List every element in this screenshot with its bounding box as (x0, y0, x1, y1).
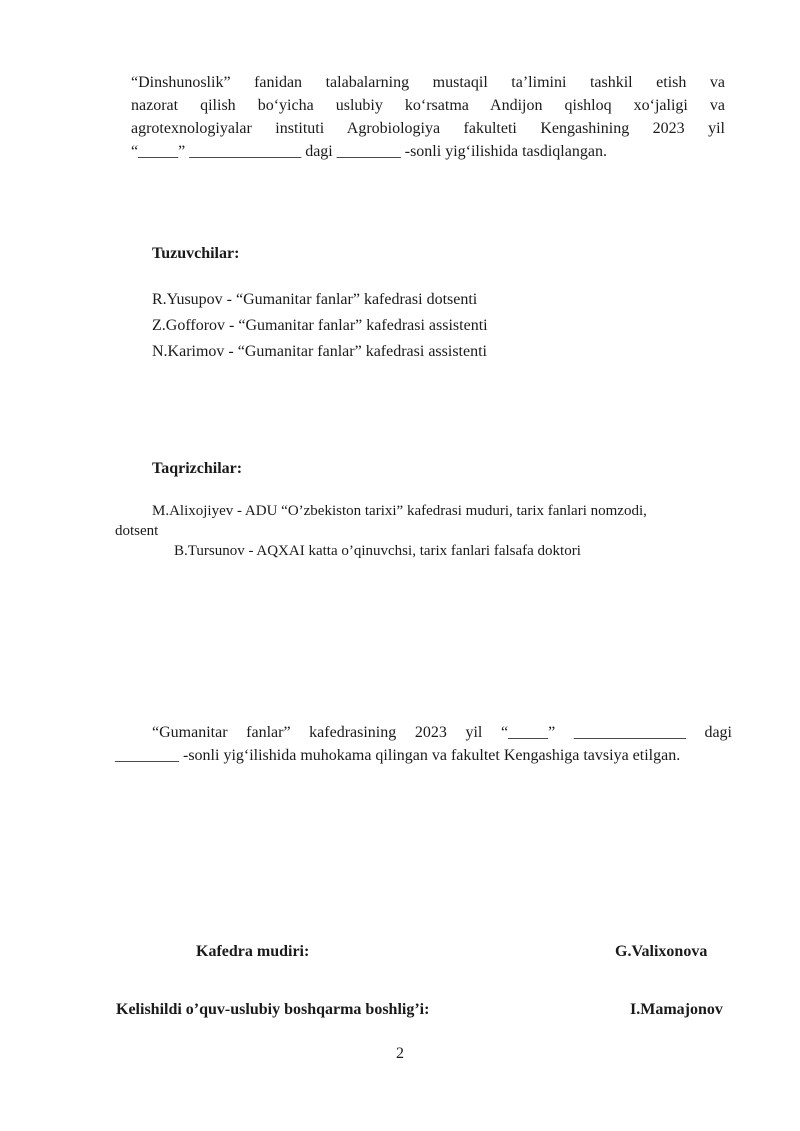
author-item-3: N.Karimov - “Gumanitar fanlar” kafedrasi assistenti (152, 343, 487, 360)
intro-line-2: nazorat qilish bo‘yicha uslubiy ko‘rsatma Andijon qishloq xo‘jaligi va (131, 97, 725, 114)
reviewer-item-2: B.Tursunov - AQXAI katta o’qinuvchsi, tarix fanlari falsafa doktori (174, 543, 581, 559)
reviewers-heading: Taqrizchilar: (152, 460, 243, 477)
intro-line-3: agrotexnologiyalar instituti Agrobiologiya fakulteti Kengashining 2023 yil (131, 120, 725, 137)
author-item-2: Z.Gofforov - “Gumanitar fanlar” kafedrasi assistenti (152, 317, 488, 334)
approval-label: Kelishildi o’quv-uslubiy boshqarma boshlig’i: (116, 1001, 430, 1018)
page-number: 2 (396, 1045, 404, 1062)
head-of-department-label: Kafedra mudiri: (196, 943, 310, 960)
reviewer-item-1-continuation: dotsent (115, 523, 159, 539)
reviewer-item-1: M.Alixojiyev - ADU “O’zbekiston tarixi” kafedrasi muduri, tarix fanlari nomzodi, (152, 503, 647, 519)
author-item-1: R.Yusupov - “Gumanitar fanlar” kafedrasi dotsenti (152, 291, 478, 308)
intro-line-4: “_____” ______________ dagi ________ -sonli yig‘ilishida tasdiqlangan. (131, 143, 607, 160)
head-of-department-name: G.Valixonova (615, 943, 708, 960)
intro-line-1: “Dinshunoslik” fanidan talabalarning mustaqil ta’limini tashkil etish va (131, 74, 725, 91)
intro-paragraph (131, 71, 725, 163)
approval-name: I.Mamajonov (630, 1001, 723, 1018)
conclusion-line-1: “Gumanitar fanlar” kafedrasining 2023 yil “_____” ______________ dagi (152, 724, 732, 741)
conclusion-paragraph (115, 721, 732, 767)
authors-heading: Tuzuvchilar: (152, 245, 240, 262)
conclusion-line-2: ________ -sonli yig‘ilishida muhokama qilingan va fakultet Kengashiga tavsiya etilgan. (115, 747, 681, 764)
